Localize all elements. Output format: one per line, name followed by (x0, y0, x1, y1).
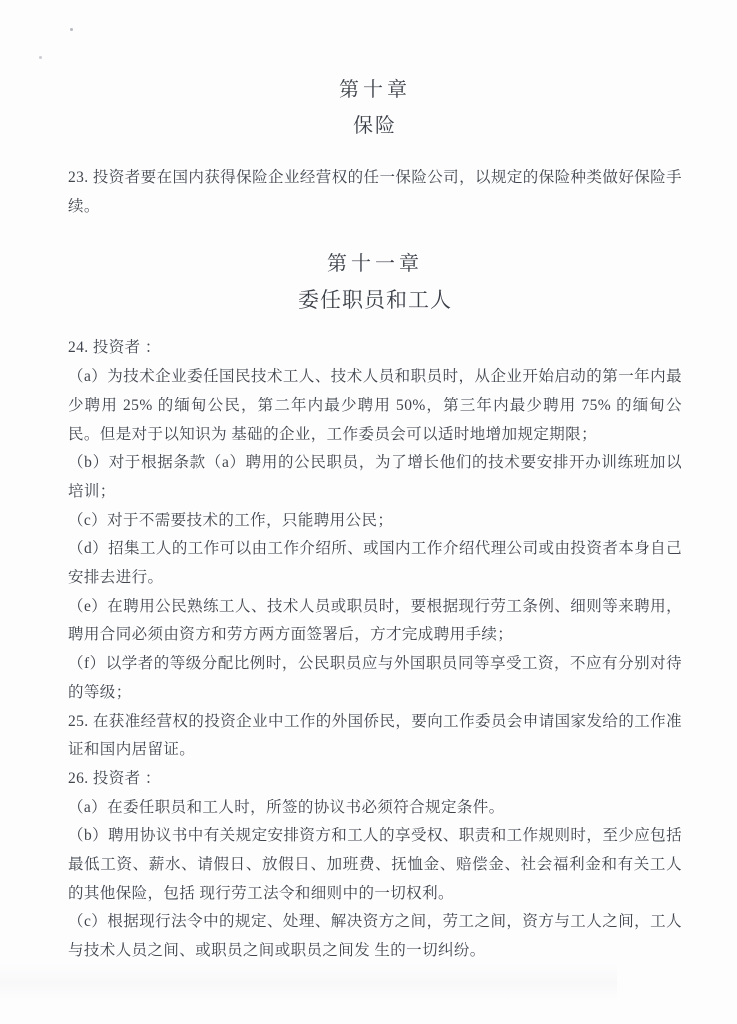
paragraph-24-item-b: （b）对于根据条款（a）聘用的公民职员，为了增长他们的技术要安排开办训练班加以培训； (68, 454, 682, 500)
chapter-11-title: 第十一章 (327, 253, 423, 276)
paragraph-26-item-a: （a）在委任职员和工人时，所签的协议书必须符合规定条件。 (68, 798, 505, 816)
paragraph-24-item-c: （c）对于不需要技术的工作，只能聘用公民； (68, 511, 394, 529)
paragraph-26-item-b: （b）聘用协议书中有关规定安排资方和工人的享受权、职责和工作规则时，至少应包括最低工资、薪水、请假日、放假日、加班费、抚恤金、赔偿金、社会福利金和有关工人的其他保险，包括 现行劳工法令和细则中的一切权利。 (68, 827, 682, 902)
chapter-11-subtitle: 委任职员和工人 (298, 288, 452, 313)
scan-noise-band (0, 962, 617, 1000)
chapter-10-title: 第十章 (339, 79, 411, 101)
paragraph-24-intro: 24. 投资者 ： (68, 339, 161, 357)
paragraph-25: 25. 在获准经营权的投资企业中工作的外国侨民，要向工作委员会申请国家发给的工作准证和国内居留证。 (68, 712, 682, 759)
paragraph-26-item-c: （c）根据现行法令中的规定、处理、解决资方之间，劳工之间，资方与工人之间，工人与技术人员之间、或职员之间或职员之间发 生的一切纠纷。 (68, 913, 682, 960)
paragraph-24-item-e: （e）在聘用公民熟练工人、技术人员或职员时，要根据现行劳工条例、细则等来聘用，聘用合同必须由资方和劳方两方面签署后，方才完成聘用手续； (68, 597, 682, 644)
paragraph-26-intro: 26. 投资者 ： (68, 769, 161, 787)
paragraph-24-item-d: （d）招集工人的工作可以由工作介绍所、或国内工作介绍代理公司或由投资者本身自己安排去进行。 (68, 540, 682, 587)
paragraph-23: 23. 投资者要在国内获得保险企业经营权的任一保险公司，以规定的保险种类做好保险手续。 (68, 169, 682, 215)
paragraph-24-item-a: （a）为技术企业委任国民技术工人、技术人员和职员时，从企业开始启动的第一年内最少聘用 25% 的缅甸公民，第二年内最少聘用 50%，第三年内最少聘用 75% 的缅甸公民。但是对于以知识为 基础的企业，工作委员会可以适时地增加规定期限； (68, 368, 682, 443)
document-content (68, 0, 682, 966)
paragraph-24-item-f: （f）以学者的等级分配比例时，公民职员应与外国职员同等享受工资，不应有分别对待的等级； (68, 655, 682, 701)
chapter-10-subtitle: 保险 (353, 115, 397, 137)
scan-speck (39, 56, 42, 59)
